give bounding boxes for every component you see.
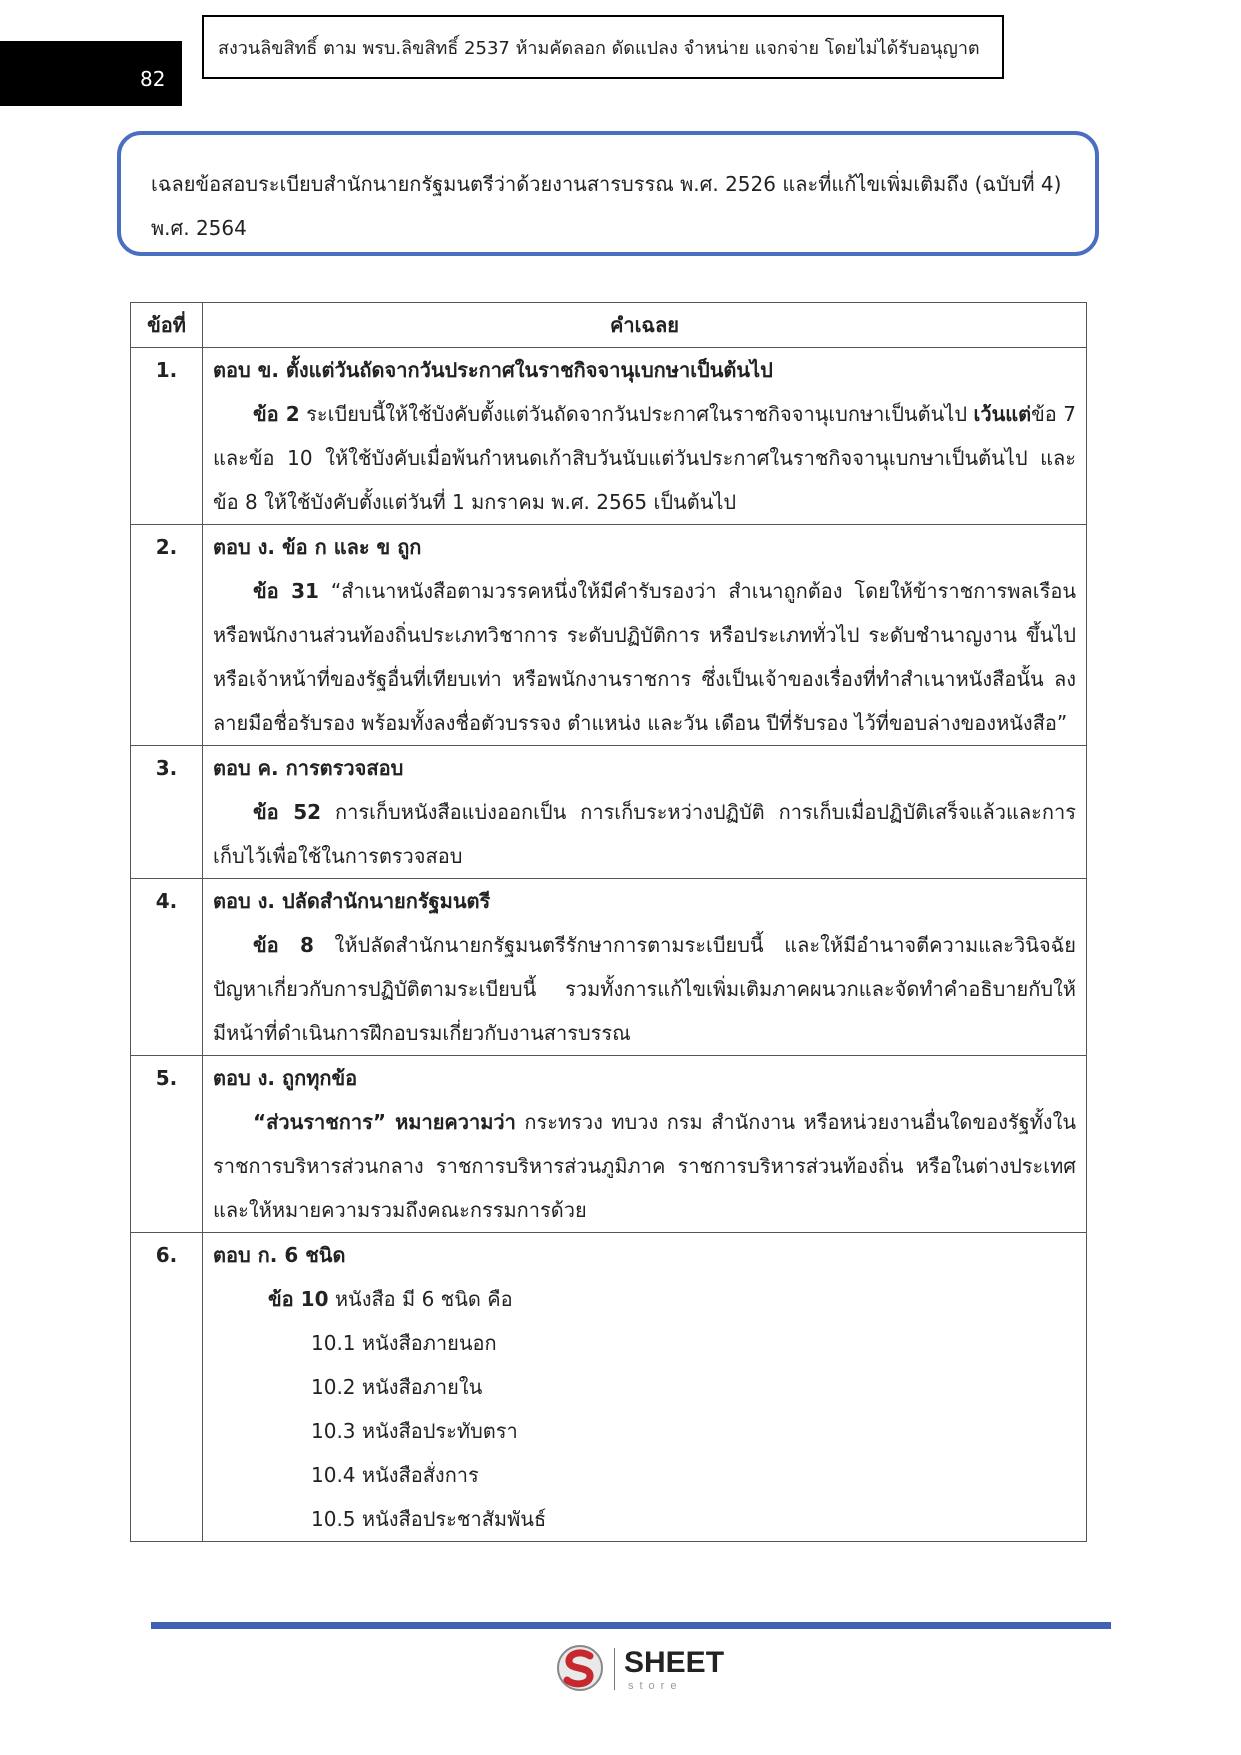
table-row (131, 746, 1087, 879)
row-number: 4. (131, 879, 203, 1056)
article-ref: ข้อ 2 (253, 402, 300, 426)
sheet-store-logo-icon (556, 1644, 604, 1692)
row-number: 6. (131, 1233, 203, 1542)
article-ref: “ส่วนราชการ” หมายความว่า (253, 1110, 516, 1134)
explanation (213, 392, 1076, 524)
answer-choice: ตอบ ก. 6 ชนิด (213, 1243, 346, 1267)
article-ref: ข้อ 8 (253, 933, 314, 957)
list-item: 10.5 หนังสือประชาสัมพันธ์ (311, 1507, 547, 1531)
list-item: 10.2 หนังสือภายใน (311, 1375, 483, 1399)
row-answer-cell (203, 348, 1087, 525)
table-row (131, 1233, 1087, 1542)
explanation-text-2: ข้อ 7 และข้อ 10 ให้ใช้บังคับเมื่อพ้นกำหนดเก้าสิบวันนับแต่วันประกาศในราชกิจจานุเบกษาเป็นต้นไป และข้อ 8 ให้ใช้บังคับตั้งแต่วันที่ 1 มกราคม พ.ศ. 2565 เป็นต้นไป (213, 402, 1077, 514)
table-row (131, 1056, 1087, 1233)
list-item: 10.4 หนังสือสั่งการ (311, 1463, 479, 1487)
logo-separator (614, 1648, 615, 1690)
sheet-store-logo (556, 1642, 736, 1694)
row-answer-cell (203, 746, 1087, 879)
copyright-notice: สงวนลิขสิทธิ์ ตาม พรบ.ลิขสิทธิ์ 2537 ห้ามคัดลอก ดัดแปลง จำหน่าย แจกจ่าย โดยไม่ได้รับอนุญาต (202, 15, 1004, 79)
explanation-text: “สำเนาหนังสือตามวรรคหนึ่งให้มีคำรับรองว่า สำเนาถูกต้อง โดยให้ข้าราชการพลเรือนหรือพนักงานส่วนท้องถิ่นประเภทวิชาการ ระดับปฏิบัติการ หรือประเภททั่วไป ระดับชำนาญงาน ขึ้นไปหรือเจ้าหน้าที่ของรัฐอื่นที่เทียบเท่า หรือพนักงานราชการ ซึ่งเป็นเจ้าของเรื่องที่ทำสำเนาหนังสือนั้น ลงลายมือชื่อรับรอง พร้อมทั้งลงชื่อตัวบรรจง ตำแหน่ง และวัน เดือน ปีที่รับรอง ไว้ที่ขอบล่างของหนังสือ” (213, 579, 1076, 735)
table-row (131, 348, 1087, 525)
answer-table (130, 302, 1087, 1542)
explanation-text: ให้ปลัดสำนักนายกรัฐมนตรีรักษาการตามระเบียบนี้ และให้มีอำนาจตีความและวินิจฉัยปัญหาเกี่ยวกับการปฏิบัติตามระเบียบนี้ รวมทั้งการแก้ไขเพิ่มเติมภาคผนวกและจัดทำคำอธิบายกับให้มีหน้าที่ดำเนินการฝึกอบรมเกี่ยวกับงานสารบรรณ (213, 933, 1077, 1045)
explanation (213, 923, 1076, 1055)
answer-choice: ตอบ ง. ข้อ ก และ ข ถูก (213, 535, 422, 559)
row-answer-cell (203, 1056, 1087, 1233)
explanation (213, 790, 1076, 878)
table-row (131, 525, 1087, 746)
explanation-text: หนังสือ มี 6 ชนิด คือ (334, 1287, 513, 1311)
row-number: 3. (131, 746, 203, 879)
logo-subtext: store (628, 1680, 683, 1692)
col-header-answer: คำเฉลย (203, 303, 1087, 348)
article-ref: ข้อ 31 (253, 579, 319, 603)
table-row (131, 879, 1087, 1056)
table-header-row (131, 303, 1087, 348)
explanation-text: ระเบียบนี้ให้ใช้บังคับตั้งแต่วันถัดจากวันประกาศในราชกิจจานุเบกษาเป็นต้นไป (306, 402, 968, 426)
list-item: 10.1 หนังสือภายนอก (311, 1331, 497, 1355)
explanation (213, 1100, 1076, 1232)
explanation-text: การเก็บหนังสือแบ่งออกเป็น การเก็บระหว่างปฏิบัติ การเก็บเมื่อปฏิบัติเสร็จแล้วและการเก็บไว้เพื่อใช้ในการตรวจสอบ (213, 800, 1077, 868)
answer-choice: ตอบ ค. การตรวจสอบ (213, 756, 404, 780)
page-number-tab (0, 41, 182, 106)
logo-text: SHEET (624, 1646, 725, 1679)
col-header-number: ข้อที่ (131, 303, 203, 348)
article-ref: ข้อ 10 (268, 1287, 329, 1311)
row-number: 2. (131, 525, 203, 746)
emphasis-text: เว้นแต่ (973, 402, 1032, 426)
explanation-text: กระทรวง ทบวง กรม สำนักงาน หรือหน่วยงานอื่นใดของรัฐทั้งในราชการบริหารส่วนกลาง ราชการบริหารส่วนภูมิภาค ราชการบริหารส่วนท้องถิ่น หรือในต่างประเทศและให้หมายความรวมถึงคณะกรรมการด้วย (213, 1110, 1077, 1222)
footer-divider (151, 1622, 1111, 1629)
row-number: 5. (131, 1056, 203, 1233)
document-title: เฉลยข้อสอบระเบียบสำนักนายกรัฐมนตรีว่าด้วยงานสารบรรณ พ.ศ. 2526 และที่แก้ไขเพิ่มเติมถึง (ฉบับที่ 4) พ.ศ. 2564 (117, 131, 1099, 256)
article-ref: ข้อ 52 (253, 800, 322, 824)
explanation (213, 1277, 1076, 1321)
answer-choice: ตอบ ง. ถูกทุกข้อ (213, 1066, 358, 1090)
row-answer-cell (203, 879, 1087, 1056)
row-answer-cell (203, 525, 1087, 746)
page-number: 82 (140, 67, 166, 91)
list-item: 10.3 หนังสือประทับตรา (311, 1419, 518, 1443)
answer-choice: ตอบ ง. ปลัดสำนักนายกรัฐมนตรี (213, 889, 491, 913)
answer-choice: ตอบ ข. ตั้งแต่วันถัดจากวันประกาศในราชกิจจานุเบกษาเป็นต้นไป (213, 358, 773, 382)
row-answer-cell (203, 1233, 1087, 1542)
explanation (213, 569, 1076, 745)
row-number: 1. (131, 348, 203, 525)
